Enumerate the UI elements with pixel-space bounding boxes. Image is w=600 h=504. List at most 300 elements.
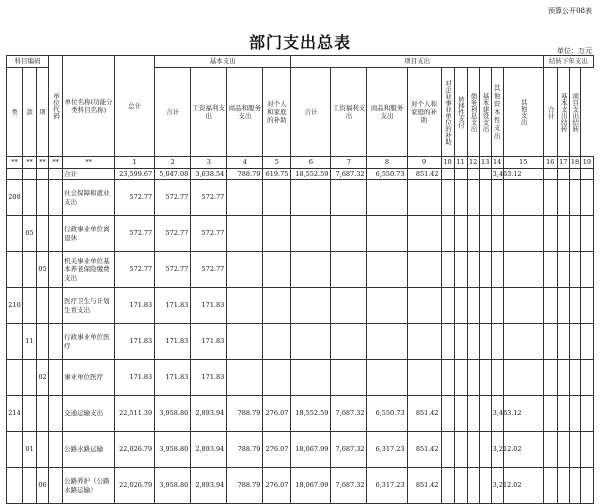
cell-kuan: 01 xyxy=(23,432,37,468)
cell-p-personal xyxy=(407,180,441,216)
cell-b-salary: 2,893.94 xyxy=(191,432,227,468)
empty-cell xyxy=(454,360,467,396)
cell-p-other-capital: 3,212.02 xyxy=(491,432,503,468)
cell-xiang xyxy=(37,324,49,360)
empty-cell xyxy=(569,169,580,180)
cell-kuan: 11 xyxy=(23,324,37,360)
project-total-header: 合计 xyxy=(291,68,331,157)
cell-xiang xyxy=(37,169,49,180)
cell-b-salary: 2,893.94 xyxy=(191,396,227,432)
cell-code xyxy=(49,360,63,396)
cell-total: 22,026.79 xyxy=(115,468,155,504)
empty-cell xyxy=(479,360,491,396)
empty-cell xyxy=(467,180,479,216)
project-goods-header: 商品和服务支出 xyxy=(367,68,407,157)
empty-cell xyxy=(441,169,454,180)
cell-b-salary: 572.77 xyxy=(191,216,227,252)
cell-name: 事业单位医疗 xyxy=(63,360,115,396)
cell-b-total: 171.83 xyxy=(155,324,191,360)
empty-cell xyxy=(543,288,557,324)
cell-lei xyxy=(7,432,23,468)
cell-name: 机关事业单位基本养老保险缴费支出 xyxy=(63,252,115,288)
table-row xyxy=(7,432,594,468)
index-cell: 6 xyxy=(291,157,331,169)
project-expenditure-header: 项目支出 xyxy=(291,56,543,68)
empty-cell xyxy=(569,432,580,468)
index-row xyxy=(7,157,594,169)
cell-b-personal xyxy=(263,288,291,324)
xiang-header: 项 xyxy=(37,68,49,157)
cell-p-salary xyxy=(331,324,367,360)
subject-code-header: 科目编码 xyxy=(7,56,49,68)
project-personal-header: 对个人和家庭的补助 xyxy=(407,68,441,157)
cell-b-salary: 572.77 xyxy=(191,180,227,216)
cell-xiang xyxy=(37,432,49,468)
cell-p-total xyxy=(291,360,331,396)
cell-p-total xyxy=(291,252,331,288)
empty-cell xyxy=(580,180,593,216)
cell-kuan xyxy=(23,180,37,216)
cell-p-total xyxy=(291,288,331,324)
empty-cell xyxy=(454,288,467,324)
cell-p-personal: 851.42 xyxy=(407,432,441,468)
index-cell: 10 xyxy=(441,157,454,169)
cell-b-personal: 276.07 xyxy=(263,468,291,504)
empty-cell xyxy=(543,324,557,360)
empty-cell xyxy=(569,396,580,432)
kuan-header: 款 xyxy=(23,68,37,157)
cell-b-personal: 619.75 xyxy=(263,169,291,180)
table-row xyxy=(7,396,594,432)
index-cell: 8 xyxy=(367,157,407,169)
empty-cell xyxy=(441,252,454,288)
cell-p-goods xyxy=(367,252,407,288)
empty-cell xyxy=(503,216,543,252)
cell-name: 行政事业单位离退休 xyxy=(63,216,115,252)
empty-cell xyxy=(580,468,593,504)
cell-p-total: 18,552.59 xyxy=(291,396,331,432)
index-cell: 11 xyxy=(454,157,467,169)
empty-cell xyxy=(467,252,479,288)
cell-b-salary: 171.83 xyxy=(191,288,227,324)
cell-b-total: 572.77 xyxy=(155,180,191,216)
empty-cell xyxy=(503,324,543,360)
cell-kuan: 05 xyxy=(23,216,37,252)
cell-name: 合计 xyxy=(63,169,115,180)
cell-b-salary: 3,638.54 xyxy=(191,169,227,180)
basic-expenditure-header: 基本支出 xyxy=(155,56,291,68)
empty-cell xyxy=(503,180,543,216)
cell-b-personal: 276.07 xyxy=(263,432,291,468)
unit-label: 单位：万元 xyxy=(557,47,592,55)
cell-b-goods: 788.79 xyxy=(227,432,263,468)
cell-b-goods xyxy=(227,252,263,288)
empty-cell xyxy=(569,216,580,252)
cell-xiang: 06 xyxy=(37,468,49,504)
carryover-basic-header: 基本支出结转 xyxy=(557,68,569,157)
page-title: 部门支出总表 xyxy=(248,33,351,52)
index-cell: 7 xyxy=(331,157,367,169)
cell-p-goods: 6,317.23 xyxy=(367,468,407,504)
index-cell: 5 xyxy=(263,157,291,169)
cell-b-total: 171.83 xyxy=(155,288,191,324)
cell-p-other-capital xyxy=(491,180,503,216)
empty-cell xyxy=(441,468,454,504)
cell-lei: 208 xyxy=(7,180,23,216)
cell-total: 572.77 xyxy=(115,252,155,288)
cell-p-salary: 7,687.32 xyxy=(331,169,367,180)
cell-xiang: 02 xyxy=(37,360,49,396)
index-cell: 2 xyxy=(155,157,191,169)
empty-cell xyxy=(569,360,580,396)
empty-cell xyxy=(557,360,569,396)
cell-b-personal xyxy=(263,180,291,216)
index-cell: 19 xyxy=(580,157,593,169)
empty-cell xyxy=(580,216,593,252)
index-cell: ** xyxy=(23,157,37,169)
cell-lei: 214 xyxy=(7,396,23,432)
index-cell: 17 xyxy=(557,157,569,169)
empty-cell xyxy=(543,468,557,504)
index-cell: 9 xyxy=(407,157,441,169)
table-row xyxy=(7,216,594,252)
project-other-header: 其他支出 xyxy=(503,68,543,157)
unit-name-header: 单位名称(功能分类科目名称) xyxy=(63,56,115,157)
cell-p-salary xyxy=(331,360,367,396)
cell-lei xyxy=(7,324,23,360)
cell-code xyxy=(49,216,63,252)
cell-b-personal: 276.07 xyxy=(263,396,291,432)
empty-cell xyxy=(569,288,580,324)
expenditure-table xyxy=(6,55,594,504)
empty-cell xyxy=(543,396,557,432)
cell-p-goods xyxy=(367,360,407,396)
empty-cell xyxy=(580,396,593,432)
cell-p-total: 18,067.99 xyxy=(291,468,331,504)
empty-cell xyxy=(580,169,593,180)
empty-cell xyxy=(479,216,491,252)
cell-p-salary: 7,687.32 xyxy=(331,432,367,468)
empty-cell xyxy=(467,288,479,324)
empty-cell xyxy=(543,169,557,180)
index-cell: 14 xyxy=(491,157,503,169)
cell-b-goods: 788.79 xyxy=(227,468,263,504)
cell-lei xyxy=(7,252,23,288)
empty-cell xyxy=(441,360,454,396)
basic-personal-header: 对个人和家庭的补助 xyxy=(263,68,291,157)
empty-cell xyxy=(580,432,593,468)
cell-p-goods xyxy=(367,180,407,216)
cell-b-personal xyxy=(263,216,291,252)
empty-cell xyxy=(580,252,593,288)
empty-cell xyxy=(557,216,569,252)
cell-kuan xyxy=(23,396,37,432)
cell-b-goods xyxy=(227,324,263,360)
empty-cell xyxy=(580,288,593,324)
empty-cell xyxy=(467,432,479,468)
cell-p-other-capital xyxy=(491,288,503,324)
cell-lei xyxy=(7,468,23,504)
cell-p-total xyxy=(291,180,331,216)
cell-name: 社会保障和就业支出 xyxy=(63,180,115,216)
cell-kuan xyxy=(23,252,37,288)
cell-b-goods xyxy=(227,216,263,252)
cell-lei xyxy=(7,216,23,252)
project-enterprise-header: 对企业事业单位的补助 xyxy=(441,68,454,157)
empty-cell xyxy=(557,288,569,324)
table-row xyxy=(7,468,594,504)
cell-b-total: 572.77 xyxy=(155,216,191,252)
cell-kuan xyxy=(23,468,37,504)
cell-name: 交通运输支出 xyxy=(63,396,115,432)
cell-p-other-capital: 3,463.12 xyxy=(492,169,522,178)
cell-total: 572.77 xyxy=(115,216,155,252)
cell-total: 171.83 xyxy=(115,360,155,396)
lei-header: 类 xyxy=(7,68,23,157)
table-row xyxy=(7,288,594,324)
empty-cell xyxy=(543,432,557,468)
cell-lei xyxy=(7,169,23,180)
cell-p-personal xyxy=(407,324,441,360)
index-cell: ** xyxy=(37,157,49,169)
empty-cell xyxy=(479,288,491,324)
cell-b-total: 171.83 xyxy=(155,360,191,396)
empty-cell xyxy=(479,396,491,432)
index-cell: 12 xyxy=(467,157,479,169)
cell-p-salary: 7,687.32 xyxy=(331,468,367,504)
index-cell: 4 xyxy=(227,157,263,169)
cell-p-personal: 851.42 xyxy=(407,396,441,432)
cell-p-salary xyxy=(331,288,367,324)
index-cell: 1 xyxy=(115,157,155,169)
cell-b-total: 5,047.08 xyxy=(155,169,191,180)
total-header: 总计 xyxy=(115,56,155,157)
cell-p-other-capital xyxy=(491,216,503,252)
cell-b-goods xyxy=(227,180,263,216)
carryover-total-header: 合计 xyxy=(543,68,557,157)
cell-lei xyxy=(7,360,23,396)
cell-b-personal xyxy=(263,324,291,360)
table-row xyxy=(7,324,594,360)
index-cell: 3 xyxy=(191,157,227,169)
project-capital-header: 基本建设支出 xyxy=(479,68,491,157)
cell-b-total: 572.77 xyxy=(155,252,191,288)
cell-code xyxy=(49,432,63,468)
empty-cell xyxy=(569,252,580,288)
cell-total: 171.83 xyxy=(115,324,155,360)
empty-cell xyxy=(479,324,491,360)
empty-cell xyxy=(467,360,479,396)
index-cell: ** xyxy=(49,157,63,169)
cell-b-total: 3,958.80 xyxy=(155,432,191,468)
cell-b-goods: 788.79 xyxy=(227,396,263,432)
empty-cell xyxy=(557,169,569,180)
index-cell: ** xyxy=(7,157,23,169)
index-cell: ** xyxy=(63,157,115,169)
cell-p-personal: 851.42 xyxy=(407,468,441,504)
cell-p-personal xyxy=(407,360,441,396)
empty-cell xyxy=(454,468,467,504)
empty-cell xyxy=(441,288,454,324)
cell-name: 公路养护（公路水路运输） xyxy=(63,468,115,504)
empty-cell xyxy=(569,324,580,360)
empty-cell xyxy=(467,216,479,252)
cell-xiang xyxy=(37,288,49,324)
empty-cell xyxy=(580,324,593,360)
empty-cell xyxy=(503,252,543,288)
cell-p-goods xyxy=(367,216,407,252)
empty-cell xyxy=(454,169,467,180)
cell-p-total: 18,067.99 xyxy=(291,432,331,468)
empty-cell xyxy=(569,468,580,504)
empty-cell xyxy=(479,468,491,504)
cell-lei: 210 xyxy=(7,288,23,324)
basic-salary-header: 工资福利支出 xyxy=(191,68,227,157)
cell-b-personal xyxy=(263,252,291,288)
cell-kuan xyxy=(23,169,37,180)
cell-p-salary: 7,687.32 xyxy=(331,396,367,432)
cell-p-other-capital xyxy=(491,360,503,396)
cell-xiang: 05 xyxy=(37,252,49,288)
index-cell: 16 xyxy=(543,157,557,169)
cell-p-goods: 6,550.73 xyxy=(367,169,407,180)
cell-code xyxy=(49,468,63,504)
project-transfer-header: 转移性支付 xyxy=(454,68,467,157)
empty-cell xyxy=(557,324,569,360)
index-cell: 18 xyxy=(569,157,580,169)
cell-b-goods xyxy=(227,288,263,324)
table-row xyxy=(7,360,594,396)
index-cell: 13 xyxy=(479,157,491,169)
cell-p-personal xyxy=(407,252,441,288)
cell-total: 22,511.39 xyxy=(115,396,155,432)
cell-code xyxy=(49,252,63,288)
empty-cell xyxy=(454,324,467,360)
cell-p-other-capital: 3,463.12 xyxy=(491,396,503,432)
form-code: 预算公开08表 xyxy=(548,7,592,15)
empty-cell xyxy=(557,432,569,468)
empty-cell xyxy=(441,432,454,468)
cell-p-goods: 6,317.23 xyxy=(367,432,407,468)
empty-cell xyxy=(479,180,491,216)
cell-p-total xyxy=(291,324,331,360)
cell-name: 公路水路运输 xyxy=(63,432,115,468)
cell-p-salary xyxy=(331,180,367,216)
cell-b-salary: 171.83 xyxy=(191,324,227,360)
cell-p-other-capital xyxy=(491,252,503,288)
cell-kuan xyxy=(23,288,37,324)
cell-code xyxy=(49,180,63,216)
cell-p-salary xyxy=(331,252,367,288)
empty-cell xyxy=(467,324,479,360)
empty-cell xyxy=(479,252,491,288)
cell-p-other-capital: 3,212.02 xyxy=(491,468,503,504)
cell-p-personal: 851.42 xyxy=(407,169,441,180)
cell-b-goods: 788.79 xyxy=(227,169,263,180)
cell-p-other-capital xyxy=(491,324,503,360)
cell-p-goods: 6,550.73 xyxy=(367,396,407,432)
cell-b-goods xyxy=(227,360,263,396)
carryover-header: 结转下年支出 xyxy=(543,56,593,68)
cell-b-salary: 572.77 xyxy=(191,252,227,288)
cell-total: 22,026.79 xyxy=(115,432,155,468)
table-row xyxy=(7,180,594,216)
cell-xiang xyxy=(37,216,49,252)
cell-b-total: 3,958.80 xyxy=(155,396,191,432)
project-salary-header: 工资福利支出 xyxy=(331,68,367,157)
empty-cell xyxy=(467,169,479,180)
empty-cell xyxy=(467,396,479,432)
cell-p-salary xyxy=(331,216,367,252)
empty-cell xyxy=(503,288,543,324)
project-debt-header: 债务利息支出 xyxy=(467,68,479,157)
project-other-capital-header: 其他资本性支出 xyxy=(491,68,503,157)
empty-cell xyxy=(557,180,569,216)
cell-name: 医疗卫生与计划生育支出 xyxy=(63,288,115,324)
cell-kuan xyxy=(23,360,37,396)
empty-cell xyxy=(467,468,479,504)
cell-p-personal xyxy=(407,216,441,252)
cell-b-salary: 171.83 xyxy=(191,360,227,396)
empty-cell xyxy=(543,252,557,288)
cell-code xyxy=(49,396,63,432)
cell-b-salary: 2,893.94 xyxy=(191,468,227,504)
basic-total-header: 合计 xyxy=(155,68,191,157)
empty-cell xyxy=(454,432,467,468)
cell-code xyxy=(49,169,63,180)
empty-cell xyxy=(543,180,557,216)
carryover-project-header: 项目支出结转 xyxy=(569,68,580,157)
empty-cell xyxy=(441,396,454,432)
empty-cell xyxy=(454,216,467,252)
empty-cell xyxy=(557,252,569,288)
empty-cell xyxy=(543,216,557,252)
table-body xyxy=(7,169,594,504)
empty-cell xyxy=(479,169,491,180)
cell-name: 行政事业单位医疗 xyxy=(63,324,115,360)
cell-xiang xyxy=(37,180,49,216)
cell-b-personal xyxy=(263,360,291,396)
unit-code-header: 单位代码 xyxy=(49,56,63,157)
table-header xyxy=(7,56,594,169)
empty-cell xyxy=(569,180,580,216)
empty-cell xyxy=(557,468,569,504)
cell-total: 572.77 xyxy=(115,180,155,216)
empty-cell xyxy=(454,396,467,432)
cell-b-total: 3,958.80 xyxy=(155,468,191,504)
empty-cell xyxy=(454,180,467,216)
cell-p-goods xyxy=(367,288,407,324)
cell-p-total xyxy=(291,216,331,252)
empty-cell xyxy=(543,360,557,396)
empty-cell xyxy=(441,180,454,216)
empty-cell xyxy=(557,396,569,432)
cell-p-goods xyxy=(367,324,407,360)
empty-cell xyxy=(503,360,543,396)
empty-cell xyxy=(580,360,593,396)
cell-total: 171.83 xyxy=(115,288,155,324)
table-row xyxy=(7,252,594,288)
cell-code xyxy=(49,324,63,360)
cell-p-personal xyxy=(407,288,441,324)
cell-p-total: 18,552.59 xyxy=(291,169,331,180)
empty-cell xyxy=(479,432,491,468)
empty-cell xyxy=(454,252,467,288)
cell-total: 23,599.67 xyxy=(115,169,155,180)
empty-cell xyxy=(441,324,454,360)
cell-code xyxy=(49,288,63,324)
cell-xiang xyxy=(37,396,49,432)
